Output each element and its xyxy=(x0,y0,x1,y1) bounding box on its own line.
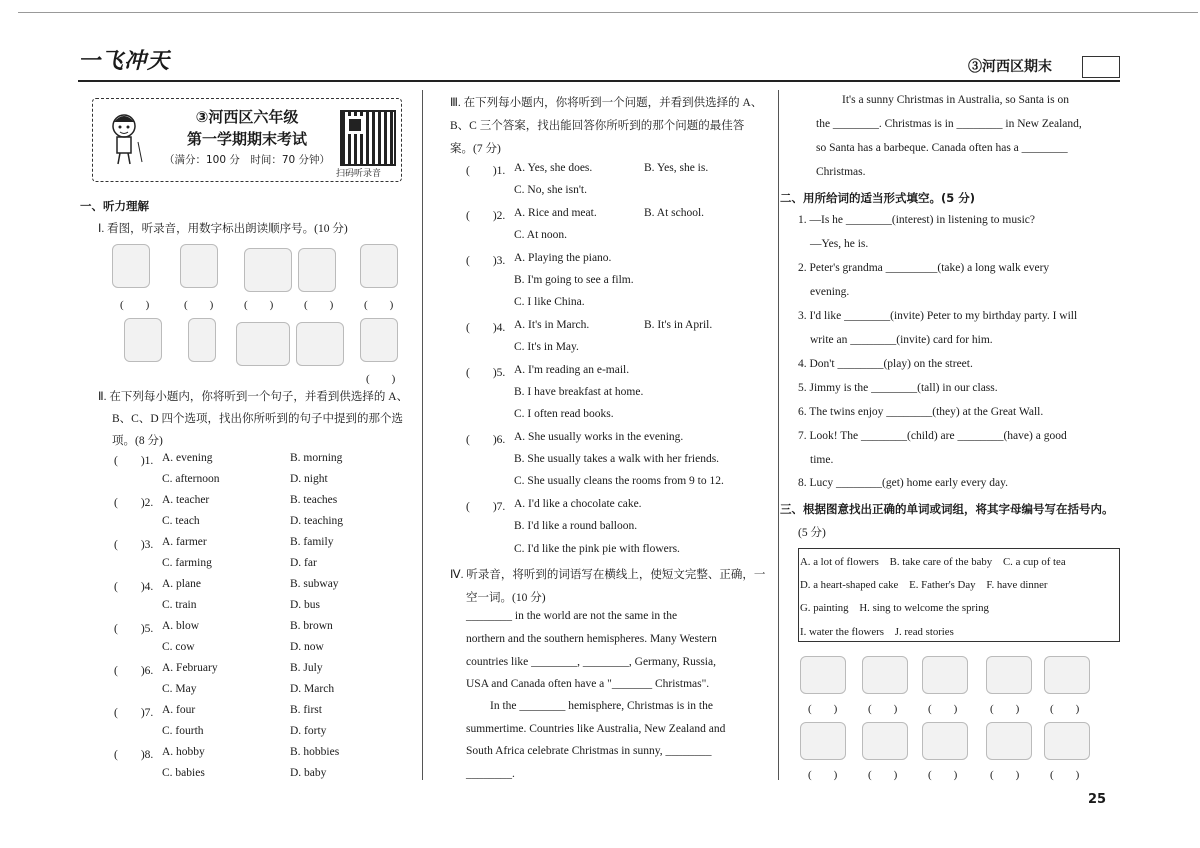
option: C. May xyxy=(162,683,197,695)
option: C. I'd like the pink pie with flowers. xyxy=(514,543,680,555)
option: B. Yes, she is. xyxy=(644,162,709,174)
fill-item: —Yes, he is. xyxy=(810,238,869,250)
father-gift-picture xyxy=(922,656,968,694)
part-heading: Ⅰ. 看图，听录音，用数字标出朗读顺序号。(10 分) xyxy=(98,223,348,235)
option: A. February xyxy=(162,662,218,674)
heart-cake-picture xyxy=(986,656,1032,694)
option: B. family xyxy=(290,536,334,548)
fill-item: 8. Lucy ________(get) home early every day. xyxy=(798,477,1009,489)
bird-singing-picture xyxy=(1044,722,1090,760)
option: C. I often read books. xyxy=(514,408,614,420)
answer-paren[interactable]: ( ) xyxy=(1050,769,1080,781)
exam-region-grade: ③河西区六年级 xyxy=(195,108,299,126)
question-number[interactable]: ( )5. xyxy=(466,367,506,379)
option: C. afternoon xyxy=(162,473,220,485)
watering-flowers-picture xyxy=(862,722,908,760)
option: A. hobby xyxy=(162,746,205,758)
option: A. I'm reading an e-mail. xyxy=(514,364,630,376)
question-number[interactable]: ( )5. xyxy=(114,623,154,635)
part-heading: Ⅱ. 在下列每小题内，你将听到一个句子，并看到供选择的 A、 xyxy=(98,391,409,403)
option: A. She usually works in the evening. xyxy=(514,431,684,443)
section-heading: 二、用所给词的适当形式填空。(5 分) xyxy=(780,191,976,205)
exam-name: 第一学期期末考试 xyxy=(186,130,307,148)
option: B. It's in April. xyxy=(644,319,713,331)
passage-line: USA and Canada often have a "_______ Christmas". xyxy=(466,678,710,690)
option: A. Rice and meat. xyxy=(514,207,597,219)
boy-illustration xyxy=(106,112,146,166)
answer-paren[interactable]: ( ) xyxy=(1050,703,1080,715)
kids-playing-picture xyxy=(236,322,290,366)
option: C. I like China. xyxy=(514,296,585,308)
option: C. No, she isn't. xyxy=(514,184,587,196)
option: B. July xyxy=(290,662,323,674)
fill-item: time. xyxy=(810,454,834,466)
option: C. At noon. xyxy=(514,229,568,241)
boy-pointing-picture xyxy=(360,244,398,288)
option: C. It's in May. xyxy=(514,341,579,353)
option: A. four xyxy=(162,704,196,716)
question-number[interactable]: ( )7. xyxy=(114,707,154,719)
answer-paren[interactable]: ( ) xyxy=(868,769,898,781)
question-number[interactable]: ( )6. xyxy=(114,665,154,677)
part-heading-cont: 空一词。(10 分) xyxy=(466,592,546,604)
fill-item: 2. Peter's grandma _________(take) a long walk every xyxy=(798,262,1050,274)
section-heading: 三、根据图意找出正确的单词或词组，将其字母编号写在括号内。 xyxy=(780,502,1114,516)
option: A. Yes, she does. xyxy=(514,162,593,174)
option: D. forty xyxy=(290,725,327,737)
option: B. morning xyxy=(290,452,343,464)
ice-cream-picture xyxy=(188,318,216,362)
children-picture xyxy=(298,248,336,292)
part-heading: Ⅳ. 听录音，将听到的词语写在横线上，使短文完整、正确，一 xyxy=(450,569,766,581)
option: B. first xyxy=(290,704,322,716)
option: D. teaching xyxy=(290,515,344,527)
column-divider xyxy=(422,90,423,780)
girl-painting-picture xyxy=(800,656,846,694)
header-exam-title: ③河西区期末 xyxy=(968,60,1052,75)
option: B. hobbies xyxy=(290,746,340,758)
christmas-tree-picture xyxy=(124,318,162,362)
answer-paren[interactable]: ( ) xyxy=(990,769,1020,781)
answer-paren[interactable]: ( ) xyxy=(364,299,394,311)
question-number[interactable]: ( )4. xyxy=(466,322,506,334)
option: C. teach xyxy=(162,515,200,527)
answer-paren[interactable]: ( ) xyxy=(928,769,958,781)
option: B. At school. xyxy=(644,207,705,219)
train-picture xyxy=(296,322,344,366)
fill-item: 6. The twins enjoy ________(they) at the Great Wall. xyxy=(798,406,1044,418)
option: B. I have breakfast at home. xyxy=(514,386,644,398)
globe-stamp-picture xyxy=(180,244,218,288)
option: A. evening xyxy=(162,452,213,464)
word-bank-row: G. painting H. sing to welcome the spring xyxy=(800,602,989,614)
fill-item: 7. Look! The ________(child) are ________(have) a good xyxy=(798,430,1067,442)
qr-code[interactable] xyxy=(340,110,396,166)
answer-paren[interactable]: ( ) xyxy=(808,703,838,715)
answer-paren[interactable]: ( ) xyxy=(120,299,150,311)
question-number[interactable]: ( )6. xyxy=(466,434,506,446)
answer-paren[interactable]: ( ) xyxy=(928,703,958,715)
option: B. I'd like a round balloon. xyxy=(514,520,638,532)
option: B. I'm going to see a film. xyxy=(514,274,634,286)
section-heading: 一、听力理解 xyxy=(80,199,149,213)
option: A. It's in March. xyxy=(514,319,590,331)
fill-item: 1. —Is he ________(interest) in listening to music? xyxy=(798,214,1035,226)
fill-item: write an ________(invite) card for him. xyxy=(810,334,993,346)
passage-line: countries like ________, ________, Germany, Russia, xyxy=(466,656,716,668)
header-corner-box xyxy=(1082,56,1120,78)
passage-line: In the ________ hemisphere, Christmas is in the xyxy=(490,700,713,712)
fill-item: 4. Don't ________(play) on the street. xyxy=(798,358,973,370)
fill-item: evening. xyxy=(810,286,850,298)
option: A. teacher xyxy=(162,494,210,506)
fill-item: 3. I'd like ________(invite) Peter to my birthday party. I will xyxy=(798,310,1078,322)
option: A. Playing the piano. xyxy=(514,252,612,264)
passage-line: South Africa celebrate Christmas in sunny, ________ xyxy=(466,745,712,757)
option: A. plane xyxy=(162,578,201,590)
part-heading-cont: 项。(8 分) xyxy=(112,435,163,447)
option: D. now xyxy=(290,641,324,653)
fill-item: 5. Jimmy is the ________(tall) in our class. xyxy=(798,382,998,394)
series-logo: 一飞冲天 xyxy=(78,48,171,74)
option: D. March xyxy=(290,683,335,695)
exam-score-time: （满分：100 分 时间：70 分钟） xyxy=(163,154,331,166)
answer-paren[interactable]: ( ) xyxy=(184,299,214,311)
word-bank-row: A. a lot of flowers B. take care of the baby C. a cup of tea xyxy=(800,556,1066,568)
family-dinner-picture xyxy=(862,656,908,694)
page-number: 25 xyxy=(1088,792,1107,807)
passage-line: summertime. Countries like Australia, New Zealand and xyxy=(466,723,726,735)
option: C. fourth xyxy=(162,725,204,737)
option: A. blow xyxy=(162,620,200,632)
child-plane-picture xyxy=(360,318,398,362)
cup-of-tea-picture xyxy=(1044,656,1090,694)
part-heading-cont: B、C、D 四个选项，找出你所听到的句子中提到的那个选 xyxy=(112,413,404,425)
option: D. night xyxy=(290,473,328,485)
option: C. train xyxy=(162,599,197,611)
option: C. babies xyxy=(162,767,205,779)
qr-label: 扫码听录音 xyxy=(336,169,382,179)
question-number[interactable]: ( )2. xyxy=(466,210,506,222)
passage-line: Christmas. xyxy=(816,166,866,178)
word-bank-row: I. water the flowers J. read stories xyxy=(800,626,954,638)
answer-paren[interactable]: ( ) xyxy=(366,373,396,385)
question-number[interactable]: ( )3. xyxy=(466,255,506,267)
answer-paren[interactable]: ( ) xyxy=(808,769,838,781)
reading-stories-picture xyxy=(800,722,846,760)
passage-line: northern and the southern hemispheres. Many Western xyxy=(466,633,717,645)
page-top-rule xyxy=(18,12,1198,13)
stamp-picture xyxy=(112,244,150,288)
option: C. farming xyxy=(162,557,212,569)
question-number[interactable]: ( )1. xyxy=(114,455,154,467)
question-number[interactable]: ( )4. xyxy=(114,581,154,593)
part-heading: Ⅲ. 在下列每小题内，你将听到一个问题，并看到供选择的 A、 xyxy=(450,97,763,109)
part-heading-cont: B、C 三个答案，找出能回答你所听到的那个问题的最佳答 xyxy=(450,120,745,132)
option: B. subway xyxy=(290,578,339,590)
column-divider xyxy=(778,90,779,780)
option: B. brown xyxy=(290,620,333,632)
animals-picture xyxy=(244,248,292,292)
question-number[interactable]: ( )1. xyxy=(466,165,506,177)
option: A. I'd like a chocolate cake. xyxy=(514,498,642,510)
word-bank-row: D. a heart-shaped cake E. Father's Day F. have dinner xyxy=(800,579,1048,591)
answer-paren[interactable]: ( ) xyxy=(244,299,274,311)
answer-paren[interactable]: ( ) xyxy=(868,703,898,715)
option: D. far xyxy=(290,557,317,569)
passage-line: the ________. Christmas is in ________ in New Zealand, xyxy=(816,118,1082,130)
passage-line: It's a sunny Christmas in Australia, so Santa is on xyxy=(842,94,1069,106)
option: B. teaches xyxy=(290,494,338,506)
answer-paren[interactable]: ( ) xyxy=(990,703,1020,715)
passage-line: ________. xyxy=(466,768,515,780)
option: A. farmer xyxy=(162,536,207,548)
option: B. She usually takes a walk with her friends. xyxy=(514,453,720,465)
question-number[interactable]: ( )3. xyxy=(114,539,154,551)
question-number[interactable]: ( )2. xyxy=(114,497,154,509)
part-heading-cont: 案。(7 分) xyxy=(450,143,501,155)
option: C. cow xyxy=(162,641,195,653)
option: C. She usually cleans the rooms from 9 to 12. xyxy=(514,475,724,487)
passage-line: so Santa has a barbeque. Canada often has a ________ xyxy=(816,142,1068,154)
question-number[interactable]: ( )7. xyxy=(466,501,506,513)
header-rule xyxy=(78,80,1120,82)
flowers-picture xyxy=(986,722,1032,760)
option: D. baby xyxy=(290,767,327,779)
question-number[interactable]: ( )8. xyxy=(114,749,154,761)
option: D. bus xyxy=(290,599,321,611)
answer-paren[interactable]: ( ) xyxy=(304,299,334,311)
passage-line: ________ in the world are not the same in the xyxy=(466,610,678,622)
baby-care-picture xyxy=(922,722,968,760)
section-heading-cont: (5 分) xyxy=(798,527,826,539)
